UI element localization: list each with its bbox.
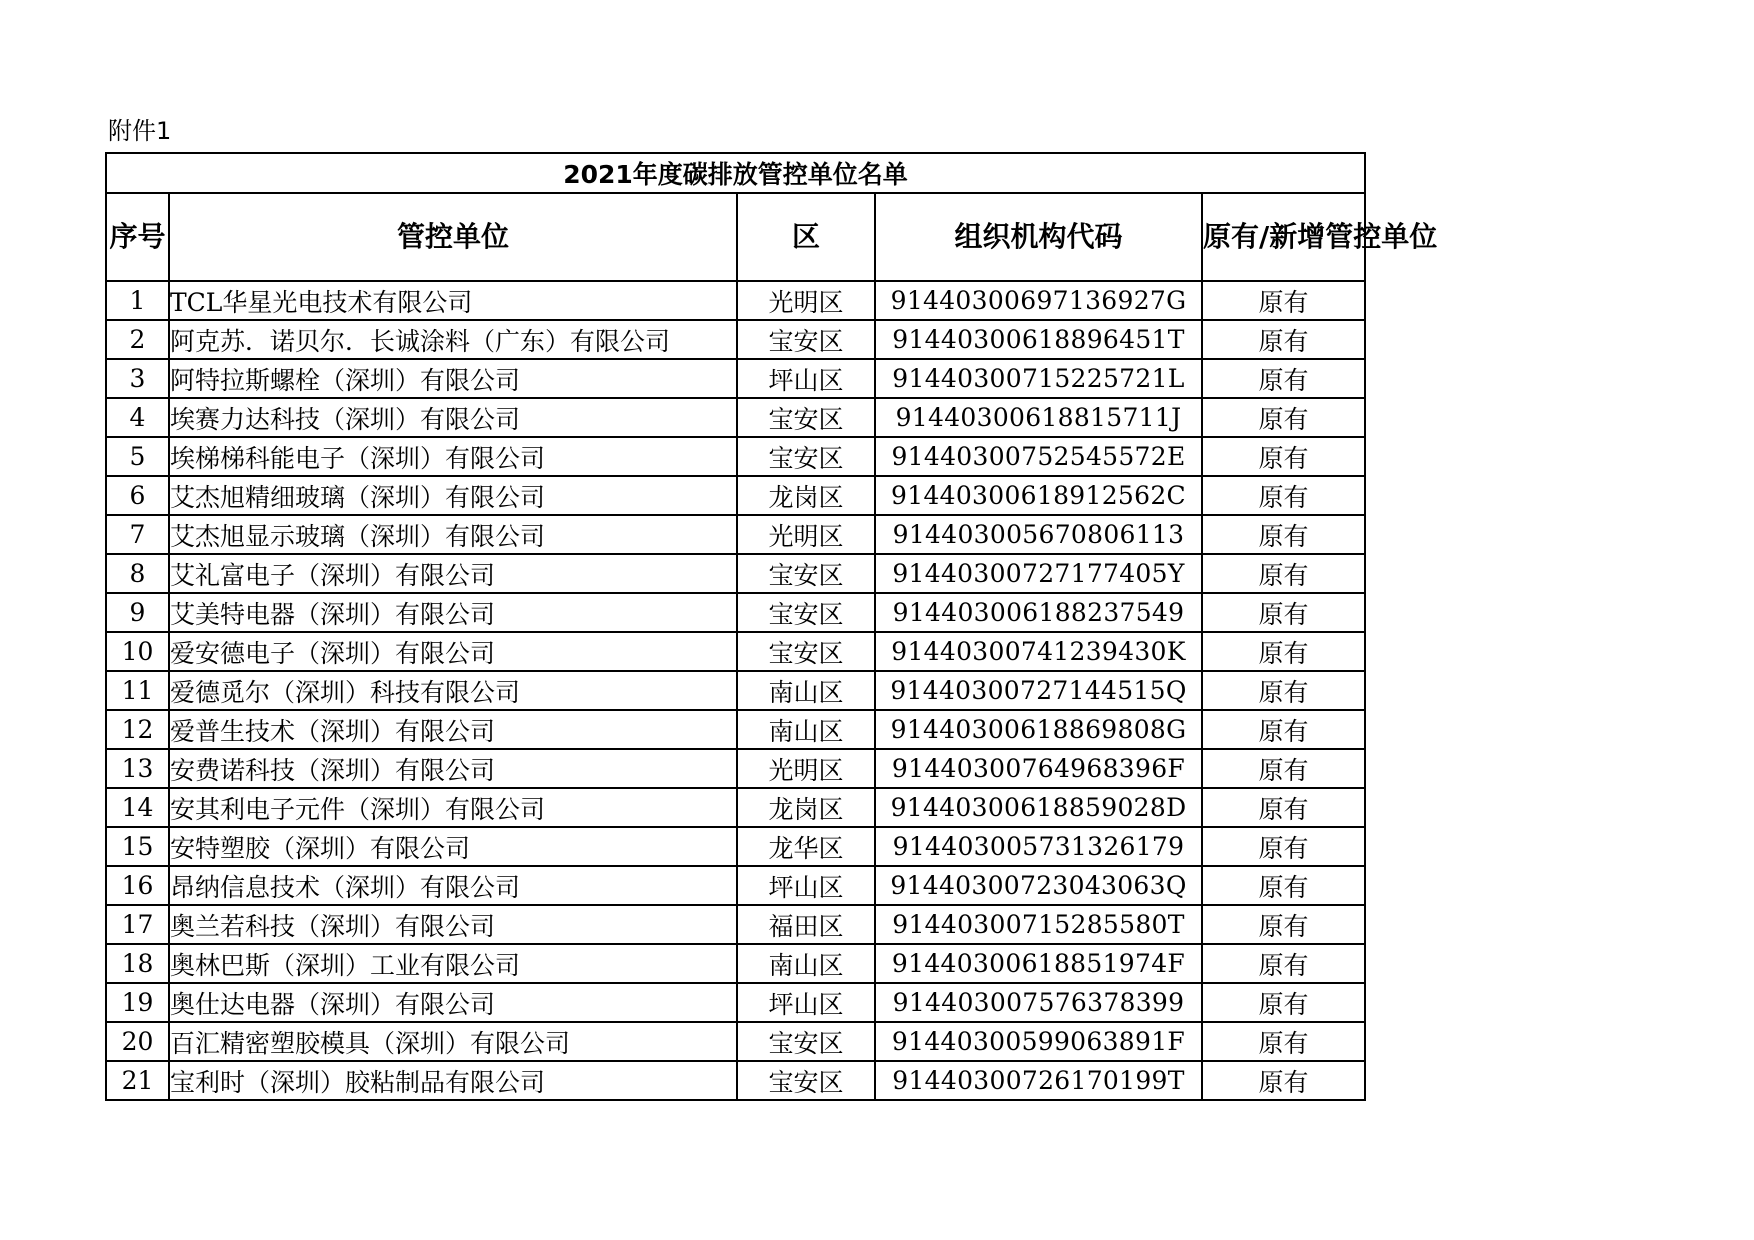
cell-org-code: 914403006188237549	[875, 593, 1202, 632]
cell-org-code: 91440300752545572E	[875, 437, 1202, 476]
cell-org-code: 91440300715225721L	[875, 359, 1202, 398]
cell-district: 龙岗区	[737, 788, 875, 827]
cell-org-code: 91440300715285580T	[875, 905, 1202, 944]
cell-status: 原有	[1202, 632, 1365, 671]
cell-no: 17	[106, 905, 169, 944]
title-row	[106, 153, 1365, 193]
cell-org-code: 914403005731326179	[875, 827, 1202, 866]
cell-no: 14	[106, 788, 169, 827]
control-unit-table	[105, 152, 1438, 1101]
cell-unit-name: 埃赛力达科技（深圳）有限公司	[169, 398, 737, 437]
cell-district: 宝安区	[737, 437, 875, 476]
cell-org-code: 91440300727144515Q	[875, 671, 1202, 710]
cell-status: 原有	[1202, 320, 1365, 359]
cell-unit-name: 艾杰旭显示玻璃（深圳）有限公司	[169, 515, 737, 554]
cell-status: 原有	[1202, 515, 1365, 554]
header-row	[106, 193, 1365, 281]
cell-unit-name: 奥兰若科技（深圳）有限公司	[169, 905, 737, 944]
header-district: 区	[737, 193, 875, 281]
cell-district: 光明区	[737, 281, 875, 320]
cell-org-code: 91440300741239430K	[875, 632, 1202, 671]
cell-no: 19	[106, 983, 169, 1022]
cell-no: 3	[106, 359, 169, 398]
cell-unit-name: 奥林巴斯（深圳）工业有限公司	[169, 944, 737, 983]
cell-no: 8	[106, 554, 169, 593]
table-row	[106, 671, 1365, 710]
cell-unit-name: 爱安德电子（深圳）有限公司	[169, 632, 737, 671]
cell-org-code: 91440300727177405Y	[875, 554, 1202, 593]
cell-status: 原有	[1202, 359, 1365, 398]
cell-org-code: 91440300618896451T	[875, 320, 1202, 359]
cell-unit-name: 爱普生技术（深圳）有限公司	[169, 710, 737, 749]
cell-org-code: 91440300599063891F	[875, 1022, 1202, 1061]
cell-district: 坪山区	[737, 983, 875, 1022]
cell-district: 南山区	[737, 710, 875, 749]
table-row	[106, 593, 1365, 632]
cell-district: 宝安区	[737, 554, 875, 593]
attachment-label: 附件1	[108, 117, 172, 145]
table-body	[106, 153, 1438, 1100]
cell-unit-name: 昂纳信息技术（深圳）有限公司	[169, 866, 737, 905]
cell-unit-name: 爱德觅尔（深圳）科技有限公司	[169, 671, 737, 710]
cell-no: 16	[106, 866, 169, 905]
cell-no: 1	[106, 281, 169, 320]
cell-district: 龙华区	[737, 827, 875, 866]
cell-unit-name: TCL华星光电技术有限公司	[169, 281, 737, 320]
cell-no: 9	[106, 593, 169, 632]
cell-status: 原有	[1202, 827, 1365, 866]
cell-district: 宝安区	[737, 320, 875, 359]
cell-status: 原有	[1202, 788, 1365, 827]
cell-no: 7	[106, 515, 169, 554]
cell-district: 坪山区	[737, 359, 875, 398]
cell-unit-name: 安费诺科技（深圳）有限公司	[169, 749, 737, 788]
cell-status: 原有	[1202, 866, 1365, 905]
cell-status: 原有	[1202, 905, 1365, 944]
cell-status: 原有	[1202, 593, 1365, 632]
cell-unit-name: 安特塑胶（深圳）有限公司	[169, 827, 737, 866]
cell-unit-name: 艾礼富电子（深圳）有限公司	[169, 554, 737, 593]
table-title: 2021年度碳排放管控单位名单	[106, 153, 1365, 193]
cell-no: 18	[106, 944, 169, 983]
header-no: 序号	[106, 193, 169, 281]
cell-unit-name: 埃梯梯科能电子（深圳）有限公司	[169, 437, 737, 476]
cell-no: 4	[106, 398, 169, 437]
cell-status: 原有	[1202, 554, 1365, 593]
cell-status: 原有	[1202, 398, 1365, 437]
table-row	[106, 554, 1365, 593]
table-row	[106, 437, 1365, 476]
header-unit: 管控单位	[169, 193, 737, 281]
cell-org-code: 91440300697136927G	[875, 281, 1202, 320]
cell-status: 原有	[1202, 281, 1365, 320]
cell-district: 南山区	[737, 944, 875, 983]
cell-unit-name: 安其利电子元件（深圳）有限公司	[169, 788, 737, 827]
cell-org-code: 91440300618869808G	[875, 710, 1202, 749]
cell-org-code: 91440300726170199T	[875, 1061, 1202, 1100]
cell-org-code: 914403007576378399	[875, 983, 1202, 1022]
cell-no: 5	[106, 437, 169, 476]
table-row	[106, 398, 1365, 437]
cell-org-code: 91440300723043063Q	[875, 866, 1202, 905]
cell-no: 10	[106, 632, 169, 671]
table-row	[106, 281, 1365, 320]
cell-district: 龙岗区	[737, 476, 875, 515]
cell-district: 福田区	[737, 905, 875, 944]
cell-org-code: 91440300618851974F	[875, 944, 1202, 983]
table-row	[106, 1061, 1365, 1100]
table-row	[106, 359, 1365, 398]
table-row	[106, 749, 1365, 788]
cell-no: 12	[106, 710, 169, 749]
cell-unit-name: 艾美特电器（深圳）有限公司	[169, 593, 737, 632]
cell-no: 15	[106, 827, 169, 866]
cell-unit-name: 阿克苏．诺贝尔．长诚涂料（广东）有限公司	[169, 320, 737, 359]
table-row	[106, 632, 1365, 671]
cell-org-code: 91440300618815711J	[875, 398, 1202, 437]
cell-status: 原有	[1202, 944, 1365, 983]
header-org-code: 组织机构代码	[875, 193, 1202, 281]
table-row	[106, 905, 1365, 944]
table-row	[106, 866, 1365, 905]
header-status: 原有/新增管控单位	[1202, 193, 1365, 281]
cell-status: 原有	[1202, 749, 1365, 788]
cell-status: 原有	[1202, 983, 1365, 1022]
cell-status: 原有	[1202, 1022, 1365, 1061]
cell-status: 原有	[1202, 710, 1365, 749]
table-row	[106, 515, 1365, 554]
cell-unit-name: 百汇精密塑胶模具（深圳）有限公司	[169, 1022, 737, 1061]
cell-status: 原有	[1202, 476, 1365, 515]
cell-district: 光明区	[737, 749, 875, 788]
cell-no: 2	[106, 320, 169, 359]
table-row	[106, 320, 1365, 359]
cell-unit-name: 阿特拉斯螺栓（深圳）有限公司	[169, 359, 737, 398]
cell-unit-name: 奥仕达电器（深圳）有限公司	[169, 983, 737, 1022]
cell-no: 20	[106, 1022, 169, 1061]
table-row	[106, 1022, 1365, 1061]
cell-status: 原有	[1202, 671, 1365, 710]
cell-district: 宝安区	[737, 398, 875, 437]
cell-district: 宝安区	[737, 1022, 875, 1061]
cell-district: 宝安区	[737, 632, 875, 671]
cell-district: 宝安区	[737, 1061, 875, 1100]
cell-district: 光明区	[737, 515, 875, 554]
table-row	[106, 827, 1365, 866]
cell-district: 南山区	[737, 671, 875, 710]
cell-org-code: 91440300764968396F	[875, 749, 1202, 788]
cell-no: 21	[106, 1061, 169, 1100]
cell-no: 13	[106, 749, 169, 788]
cell-unit-name: 宝利时（深圳）胶粘制品有限公司	[169, 1061, 737, 1100]
cell-district: 宝安区	[737, 593, 875, 632]
cell-status: 原有	[1202, 1061, 1365, 1100]
cell-status: 原有	[1202, 437, 1365, 476]
table-row	[106, 983, 1365, 1022]
table-row	[106, 944, 1365, 983]
cell-org-code: 91440300618859028D	[875, 788, 1202, 827]
cell-no: 6	[106, 476, 169, 515]
table-row	[106, 710, 1365, 749]
cell-org-code: 91440300618912562C	[875, 476, 1202, 515]
cell-no: 11	[106, 671, 169, 710]
cell-district: 坪山区	[737, 866, 875, 905]
table-row	[106, 788, 1365, 827]
table-row	[106, 476, 1365, 515]
cell-org-code: 914403005670806113	[875, 515, 1202, 554]
cell-unit-name: 艾杰旭精细玻璃（深圳）有限公司	[169, 476, 737, 515]
